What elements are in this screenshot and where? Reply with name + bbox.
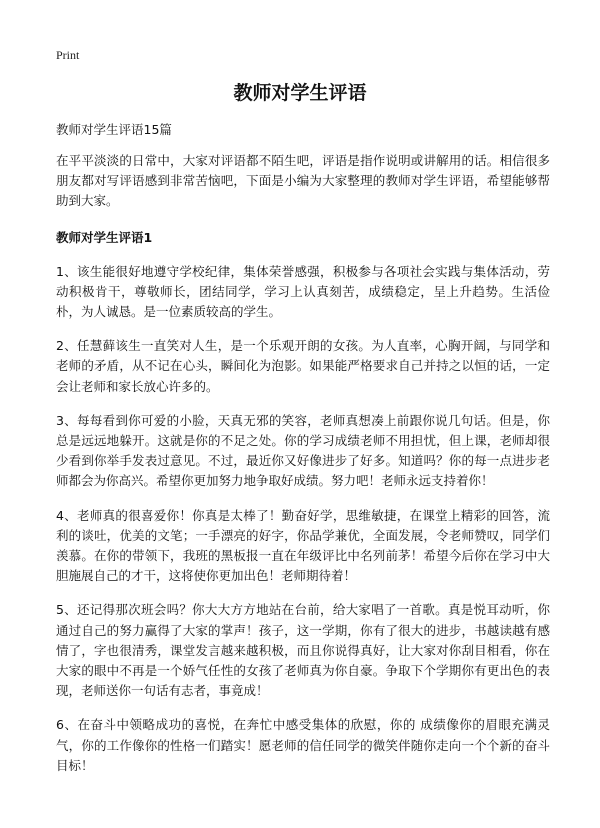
document-subtitle: 教师对学生评语15篇: [56, 122, 172, 137]
intro-paragraph: 在平平淡淡的日常中，大家对评语都不陌生吧，评语是指作说明或讲解用的话。相信很多朋友都对写评语感到非常苦恼吧，下面是小编为大家整理的教师对学生评语，希望能够帮助到大家。: [56, 153, 550, 209]
document-title: 教师对学生评语: [233, 82, 367, 104]
section-heading: 教师对学生评语1: [56, 229, 153, 245]
comment-item-1: 1、该生能很好地遵守学校纪律，集体荣誉感强，积极参与各项社会实践与集体活动，劳动积极肯干，尊敬师长，团结同学，学习上认真刻苦，成绩稳定，呈上升趋势。生活俭朴，为人诚恳。是一位素质较高的学生。: [56, 263, 550, 320]
document-content: [56, 120, 550, 790]
comment-item-4: 4、老师真的很喜爱你！你真是太棒了！勤奋好学，思维敏捷，在课堂上精彩的回答，流利的谈吐，优美的文笔；一手漂亮的好字，你品学兼优，全面发展，令老师赞叹，同学们羡慕。在你的带领下，我班的黑板报一直在年级评比中名列前茅！希望今后你在学习中大胆施展自己的才干，这将使你更加出色！老师期待着！: [56, 507, 550, 584]
comment-item-2: 2、任慧藓该生一直笑对人生，是一个乐观开朗的女孩。为人直率，心胸开阔，与同学和老师的矛盾，从不记在心头，瞬间化为泡影。如果能严格要求自己并持之以恒的话，一定会让老师和家长放心许多的。: [56, 338, 550, 394]
comment-item-5: 5、还记得那次班会吗？你大大方方地站在台前，给大家唱了一首歌。真是悦耳动听，你通过自己的努力赢得了大家的掌声！孩子，这一学期，你有了很大的进步，书越读越有感情了，字也很清秀，课堂发言越来越积极，而且你说得真好，让大家对你刮目相看，你在大家的眼中不再是一个娇气任性的女孩了老师真为你自豪。争取下个学期你有更出色的表现，老师送你一句话有志者，事竟成！: [56, 602, 550, 699]
comment-item-3: 3、每每看到你可爱的小脸，天真无邪的笑容，老师真想凑上前跟你说几句话。但是，你总是远远地躲开。这就是你的不足之处。你的学习成绩老师不用担忧，但上课，老师却很少看到你举手发表过意见。不过，最近你又好像进步了好多。知道吗？你的每一点进步老师都会为你高兴。希望你更加努力地争取好成绩。努力吧！老师永远支持着你！: [56, 412, 550, 489]
comment-item-6: 6、在奋斗中领略成功的喜悦，在奔忙中感受集体的欣慰，你的 成绩像你的眉眼充满灵气，你的工作像你的性格一们踏实！愿老师的信任同学的微笑伴随你走向一个个新的奋斗目标！: [56, 717, 550, 773]
print-link[interactable]: Print: [56, 48, 80, 62]
